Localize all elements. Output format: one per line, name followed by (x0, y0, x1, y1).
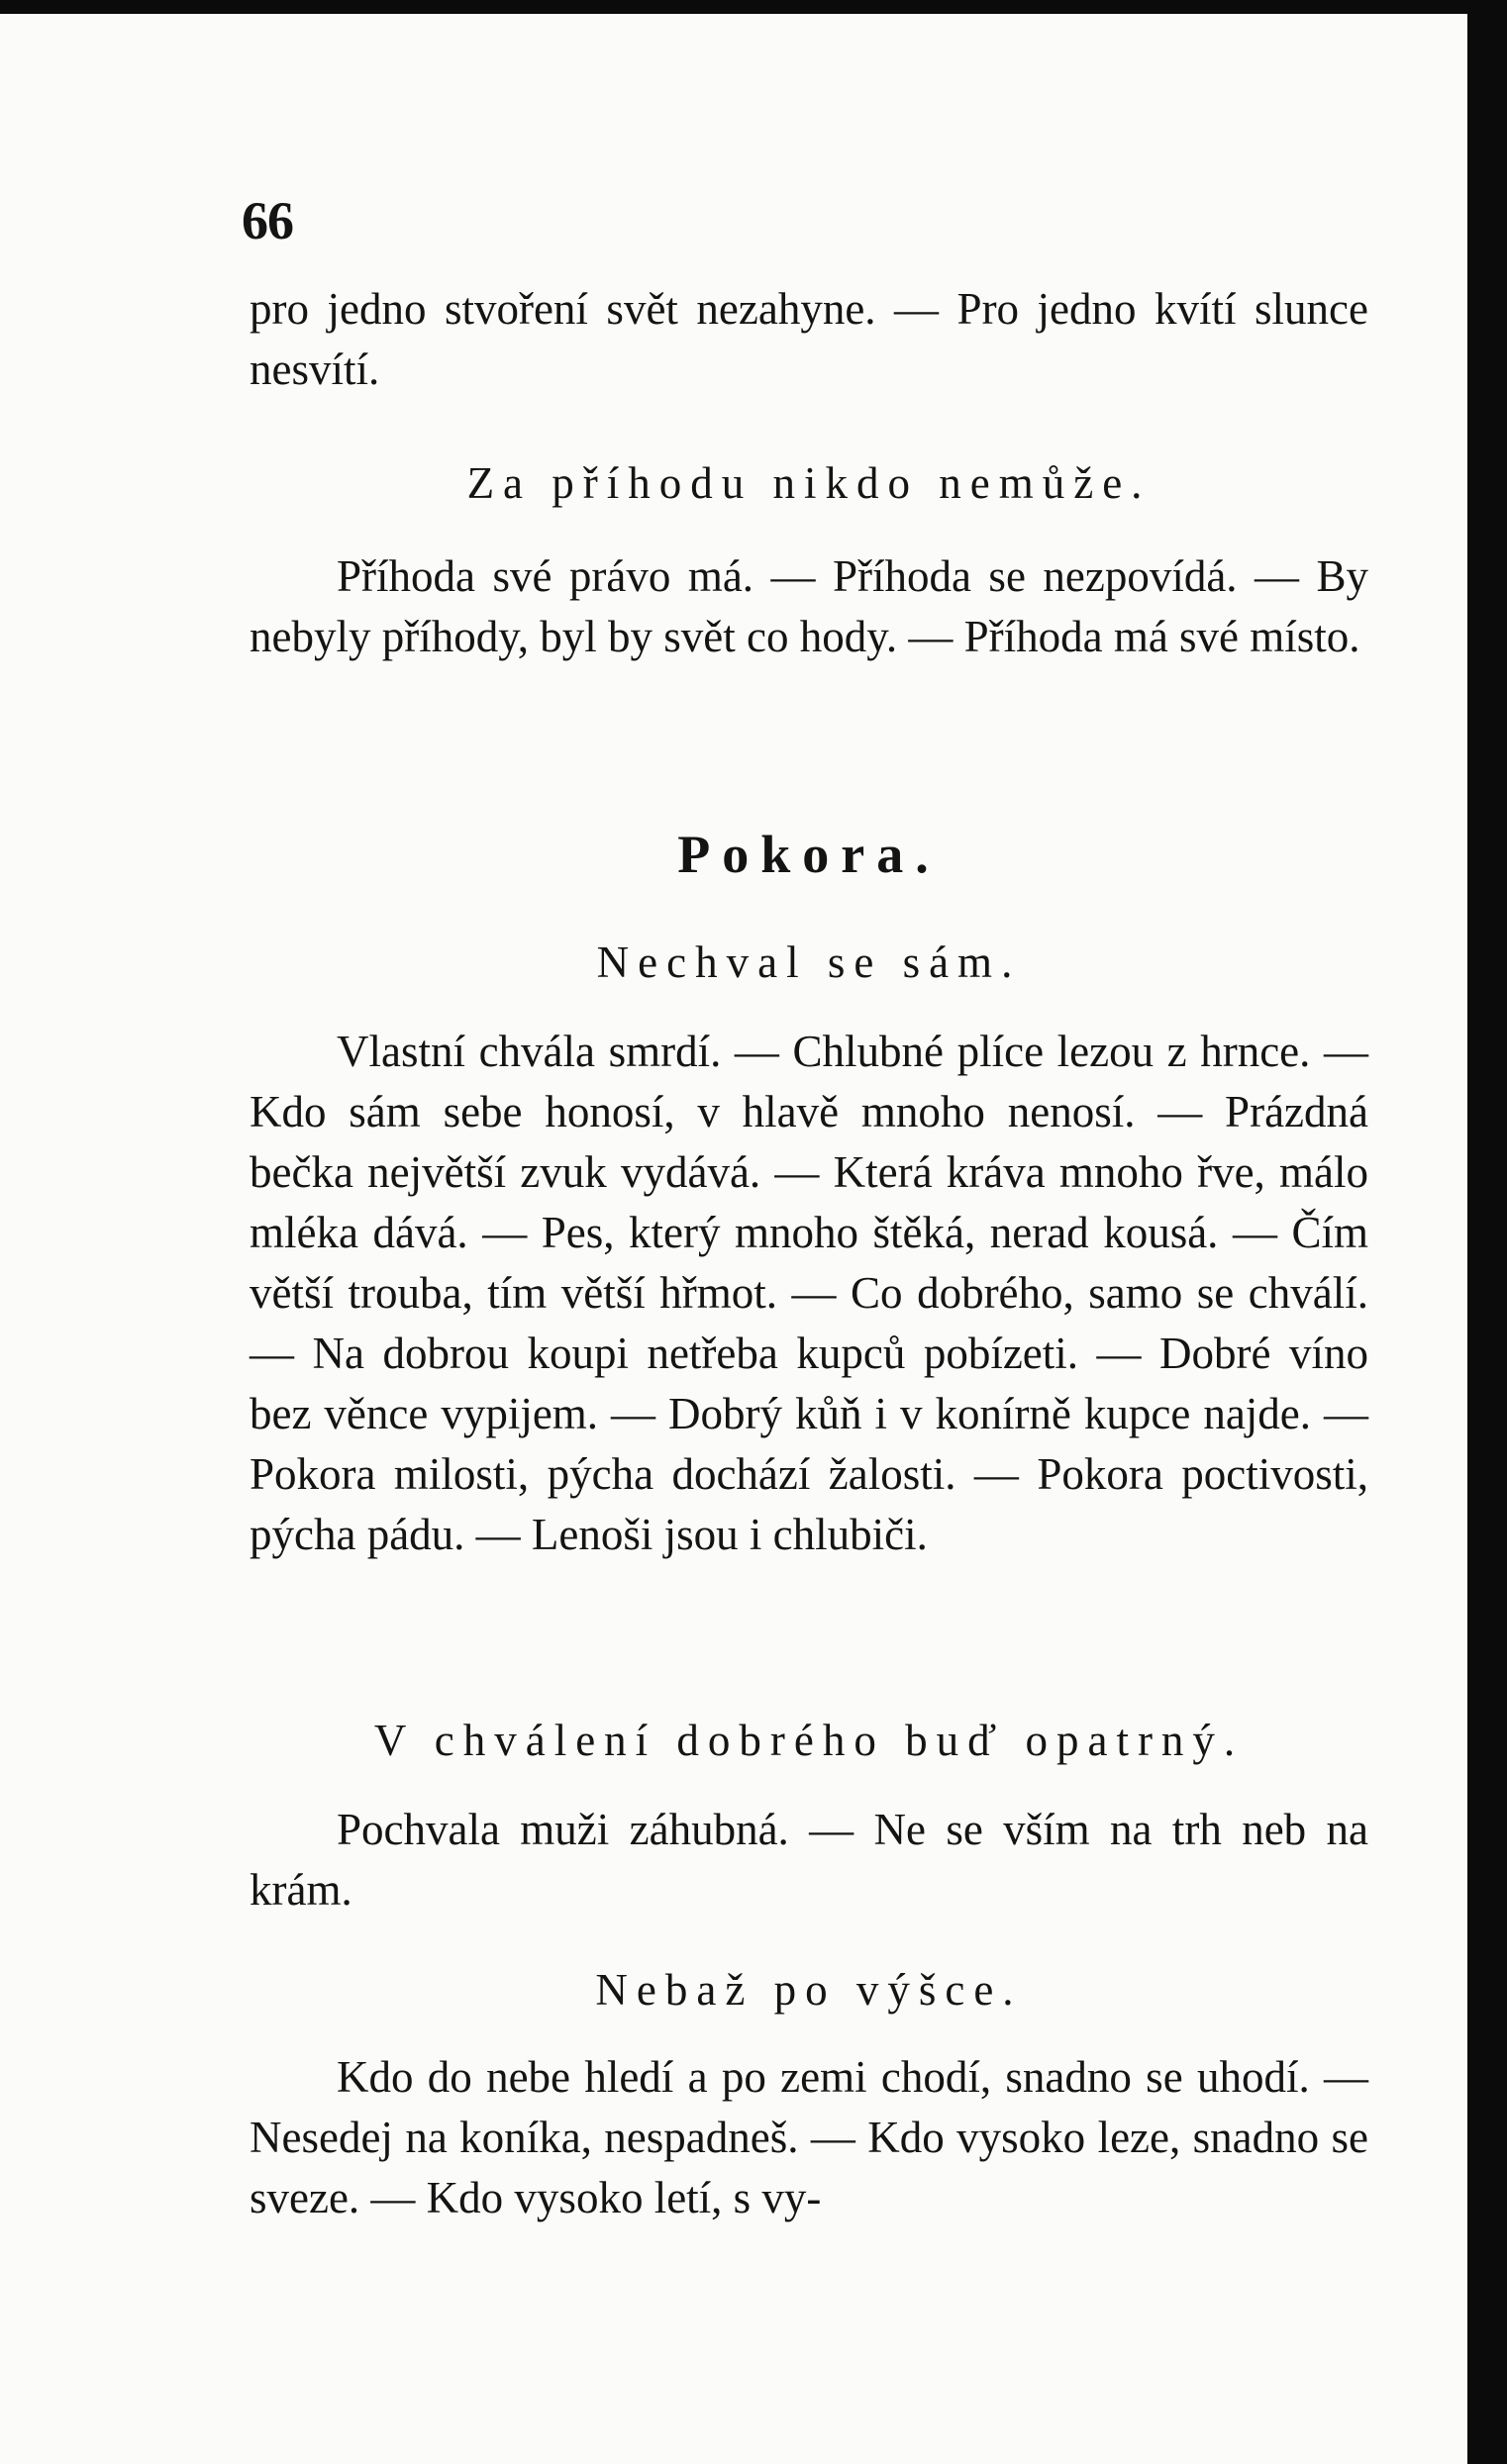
paragraph-text: Příhoda své právo má. — Příhoda se nezpovídá. — By nebyly příhody, byl by svět co hody. — Příhoda má své místo. (250, 551, 1368, 661)
section-subheading: Nebaž po výšce. (595, 1965, 1023, 2015)
paragraph-text: Kdo do nebe hledí a po zemi chodí, snadno se uhodí. — Nesedej na koníka, nespadneš. — Kdo vysoko leze, snadno se sveze. — Kdo vysoko letí, s vy- (250, 2052, 1368, 2222)
paragraph (250, 1800, 1368, 1921)
page-number: 66 (242, 191, 293, 250)
paragraph (250, 2047, 1368, 2228)
book-page (0, 14, 1467, 2464)
section-subheading: Nechval se sám. (596, 937, 1022, 987)
paragraph-text: pro jedno stvoření svět nezahyne. — Pro jedno kvítí slunce nesvítí. (250, 284, 1368, 394)
scan-edge (1467, 0, 1507, 2464)
section-subheading: V chválení dobrého buď opatrný. (373, 1716, 1245, 1765)
section-subheading: Za příhodu nikdo nemůže. (466, 458, 1152, 508)
chapter-heading: Pokora. (677, 825, 941, 884)
paragraph-text: Vlastní chvála smrdí. — Chlubné plíce lezou z hrnce. — Kdo sám sebe honosí, v hlavě mnoho nenosí. — Prázdná bečka největší zvuk vydává. — Která kráva mnoho řve, málo mléka dává. — Pes, který mnoho štěká, nerad kousá. — Čím větší trouba, tím větší hřmot. — Co dobrého, samo se chválí. — Na dobrou koupi netřeba kupců pobízeti. — Dobré víno bez věnce vypijem. — Dobrý kůň i v konírně kupce najde. — Pokora milosti, pýcha dochází žalosti. — Pokora poctivosti, pýcha pádu. — Lenoši jsou i chlubiči. (250, 1027, 1368, 1559)
paragraph-text: Pochvala muži záhubná. — Ne se vším na trh neb na krám. (250, 1805, 1368, 1915)
paragraph (250, 546, 1368, 667)
paragraph-continuation (250, 279, 1368, 400)
paragraph (250, 1022, 1368, 1565)
